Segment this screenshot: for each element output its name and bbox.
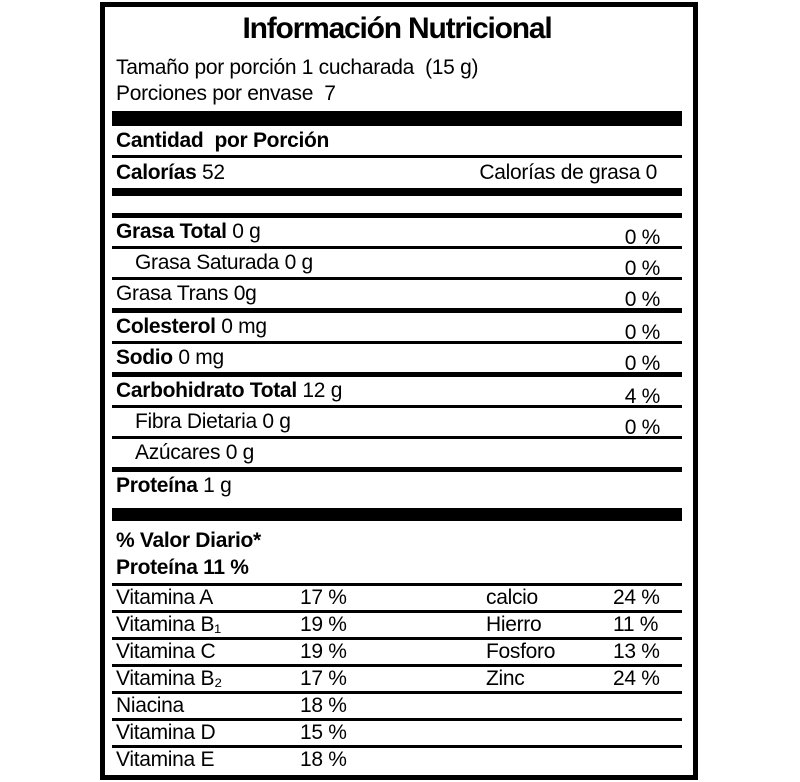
nutrient-amount: 1 g [203, 474, 232, 497]
nutrient-daily-percent: 4 % [624, 385, 660, 408]
vitamin-row [112, 748, 682, 772]
nutrient-row-sugars [112, 439, 682, 472]
mineral-percent: 13 % [613, 640, 660, 663]
mineral-name [486, 748, 613, 772]
nutrition-facts-label [100, 2, 698, 780]
mineral-name: Fosforo [486, 640, 556, 663]
vitamin-name: Vitamina B₂ [116, 667, 223, 690]
vitamin-name: Vitamina A [116, 586, 214, 609]
vitamin-percent: 18 % [300, 748, 347, 771]
vitamin-percent: 17 % [300, 586, 347, 609]
calories-from-fat: Calorías de grasa 0 [479, 161, 657, 184]
nutrient-row-dietary-fiber [112, 408, 682, 439]
vitamin-name: Vitamina C [116, 640, 216, 663]
nutrient-name: Sodio [116, 346, 173, 369]
nutrient-row-cholesterol [112, 313, 682, 344]
servings-per-container-line: Porciones por envase 7 [116, 82, 336, 105]
calories-value-group [116, 158, 225, 188]
mineral-percent [613, 694, 682, 718]
nutrient-amount: 12 g [302, 379, 343, 402]
nutrient-amount: 0 g [262, 410, 291, 433]
nutrient-amount: 0 mg [221, 315, 267, 338]
nutrient-daily-percent: 0 % [624, 352, 660, 375]
nutrient-name: Colesterol [116, 315, 216, 338]
serving-size-line: Tamaño por porción 1 cucharada (15 g) [116, 56, 479, 79]
mineral-name: Hierro [486, 613, 542, 636]
calories-row [112, 158, 682, 188]
nutrient-amount: 0 g [232, 220, 261, 243]
nutrient-amount: 0g [233, 282, 257, 305]
vitamin-percent: 19 % [300, 613, 347, 636]
mineral-name: Zinc [486, 667, 525, 690]
thick-divider-bar-bottom [112, 508, 682, 521]
nutrient-daily-percent: 0 % [624, 226, 660, 249]
protein-daily-value-line: Proteína 11 % [112, 554, 682, 586]
nutrient-row-total-fat [112, 213, 682, 249]
nutrient-name: Carbohidrato Total [116, 379, 297, 402]
mineral-percent [613, 721, 682, 745]
nutrient-name: Grasa Trans [116, 282, 229, 305]
vitamin-row [112, 586, 682, 613]
nutrient-amount: 0 g [225, 441, 254, 464]
nutrient-row-protein [112, 472, 682, 500]
nutrient-row-sodium [112, 344, 682, 377]
nutrient-name: Grasa Total [116, 220, 227, 243]
nutrient-name: Azúcares [135, 441, 221, 464]
vitamin-name: Vitamina B₁ [116, 613, 221, 636]
nutrient-daily-percent: 0 % [624, 288, 660, 311]
label-title: Información Nutricional [242, 12, 552, 45]
calories-value: 52 [202, 161, 225, 184]
mineral-percent: 11 % [613, 613, 659, 636]
calories-label: Calorías [116, 161, 197, 184]
vitamin-row [112, 613, 682, 640]
vitamin-row [112, 721, 682, 748]
nutrient-name: Proteína [116, 474, 198, 497]
vitamin-row [112, 640, 682, 667]
nutrient-daily-percent: 0 % [624, 416, 660, 439]
mineral-name: calcio [486, 586, 538, 609]
nutrient-row-total-carbohydrate [112, 377, 682, 408]
mineral-percent: 24 % [613, 667, 660, 690]
vitamin-percent: 19 % [300, 640, 347, 663]
mineral-name [486, 721, 613, 745]
nutrient-amount: 0 g [284, 251, 313, 274]
mineral-percent: 24 % [613, 586, 660, 609]
nutrient-name: Grasa Saturada [135, 251, 280, 274]
vitamin-percent: 17 % [300, 667, 347, 690]
vitamin-row [112, 694, 682, 721]
nutrient-amount: 0 mg [178, 346, 224, 369]
vitamin-name: Vitamina E [116, 748, 215, 771]
mineral-name [486, 694, 613, 718]
vitamin-percent: 15 % [300, 721, 347, 744]
blank-gap [112, 196, 682, 213]
nutrient-row-saturated-fat [112, 249, 682, 280]
amount-per-serving-header: Cantidad por Porción [112, 126, 682, 158]
thick-divider-bar-top [112, 111, 682, 126]
mineral-percent [613, 748, 682, 772]
vitamin-name: Niacina [116, 694, 184, 717]
vitamin-percent: 18 % [300, 694, 347, 717]
nutrient-row-trans-fat [112, 280, 682, 313]
daily-value-header: % Valor Diario* [116, 529, 261, 552]
nutrient-daily-percent: 0 % [624, 321, 660, 344]
medium-divider-bar [112, 188, 682, 196]
vitamin-row [112, 667, 682, 694]
nutrient-daily-percent: 0 % [624, 257, 660, 280]
nutrient-name: Fibra Dietaria [135, 410, 257, 433]
vitamin-name: Vitamina D [116, 721, 216, 744]
